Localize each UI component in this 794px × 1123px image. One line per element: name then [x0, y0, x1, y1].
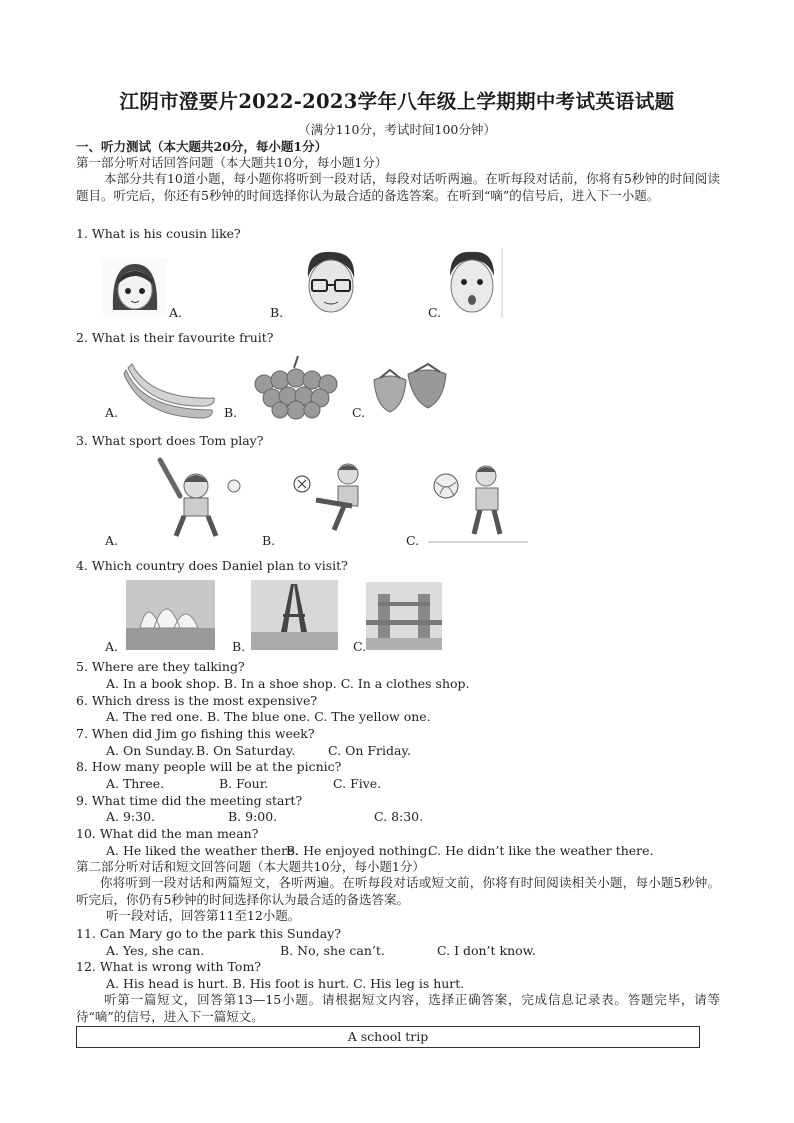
q10-option-b: B. He enjoyed nothing. [286, 843, 432, 858]
q4-option-b: B. [232, 639, 246, 654]
q9-option-b: B. 9:00. [228, 809, 278, 824]
question-4: 4. Which country does Daniel plan to visit? [76, 558, 348, 573]
page-title: 江阴市澄要片2022-2023学年八年级上学期期中考试英语试题 [119, 90, 675, 113]
q6-options: A. The red one. B. The blue one. C. The yellow one. [106, 709, 431, 724]
q7-option-a: A. On Sunday. [106, 743, 195, 758]
football-player-picture [288, 460, 382, 540]
question-2: 2. What is their favourite fruit? [76, 330, 274, 345]
tower-bridge-picture [366, 582, 442, 650]
section-heading: 一、听力测试（本大题共20分，每小题1分） [76, 139, 328, 154]
grapes-picture [244, 354, 346, 420]
q8-option-b: B. Four. [219, 776, 269, 791]
q2-option-c: C. [352, 405, 366, 420]
question-11: 11. Can Mary go to the park this Sunday? [76, 926, 341, 941]
part1-heading: 第一部分听对话回答问题（本大题共10分，每小题1分） [76, 155, 388, 170]
q10-option-c: C. He didn’t like the weather there. [428, 843, 654, 858]
page-subtitle: （满分110分，考试时间100分钟） [298, 122, 496, 137]
girl-face-picture [103, 258, 167, 316]
question-7: 7. When did Jim go fishing this week? [76, 726, 315, 741]
q4-option-a: A. [105, 639, 119, 654]
sydney-opera-house-picture [126, 580, 215, 650]
q5-options: A. In a book shop. B. In a shoe shop. C. In a clothes shop. [106, 676, 470, 691]
q3-option-b: B. [262, 533, 276, 548]
passage-intro: 听第一篇短文，回答第13—15小题。请根据短文内容，选择正确答案，完成信息记录表。答题完毕，请等待“嘀”的信号，进入下一篇短文。 [76, 992, 720, 1024]
question-12: 12. What is wrong with Tom? [76, 959, 262, 974]
question-10: 10. What did the man mean? [76, 826, 259, 841]
question-3: 3. What sport does Tom play? [76, 433, 264, 448]
dialog-intro: 听一段对话，回答第11至12小题。 [106, 908, 301, 923]
baseball-player-picture [150, 456, 250, 542]
q1-option-a: A. [169, 305, 183, 320]
boy-with-glasses-picture [298, 248, 364, 318]
question-6: 6. Which dress is the most expensive? [76, 693, 318, 708]
banana-picture [122, 360, 218, 420]
q3-option-c: C. [406, 533, 420, 548]
question-9: 9. What time did the meeting start? [76, 793, 303, 808]
q2-option-a: A. [105, 405, 119, 420]
q7-option-c: C. On Friday. [328, 743, 411, 758]
q8-option-c: C. Five. [333, 776, 382, 791]
q9-option-c: C. 8:30. [374, 809, 424, 824]
q2-option-b: B. [224, 405, 238, 420]
question-5: 5. Where are they talking? [76, 659, 245, 674]
volleyball-player-picture [428, 462, 528, 544]
q1-option-b: B. [270, 305, 284, 320]
question-1: 1. What is his cousin like? [76, 226, 241, 241]
part1-intro: 本部分共有10道小题，每小题你将听到一段对话，每段对话听两遍。在听每段对话前，你将有5秒钟的时间阅读题目。听完后，你还有5秒钟的时间选择你认为最合适的备选答案。在听到“嘀”的信号后，进入下一小题。 [76, 171, 720, 203]
q10-option-a: A. He liked the weather there. [106, 843, 299, 858]
strawberry-picture [368, 362, 450, 414]
q11-option-b: B. No, she can’t. [280, 943, 385, 958]
q11-option-c: C. I don’t know. [437, 943, 536, 958]
part2-intro: 你将听到一段对话和两篇短文，各听两遍。在听每段对话或短文前，你将有时间阅读相关小题，每小题5秒钟。听完后，你仍有5秒钟的时间选择你认为最合适的备选答案。 [76, 875, 720, 907]
q12-options: A. His head is hurt. B. His foot is hurt. C. His leg is hurt. [106, 976, 465, 991]
q8-option-a: A. Three. [106, 776, 165, 791]
part2-heading: 第二部分听对话和短文回答问题（本大题共10分，每小题1分） [76, 859, 425, 874]
q11-option-a: A. Yes, she can. [106, 943, 205, 958]
q9-option-a: A. 9:30. [106, 809, 156, 824]
q4-option-c: C. [353, 639, 367, 654]
q1-option-c: C. [428, 305, 442, 320]
surprised-man-picture [440, 248, 504, 318]
q7-option-b: B. On Saturday. [196, 743, 296, 758]
q3-option-a: A. [105, 533, 119, 548]
eiffel-tower-picture [251, 580, 338, 650]
table-title: A school trip [76, 1026, 700, 1048]
question-8: 8. How many people will be at the picnic? [76, 759, 342, 774]
